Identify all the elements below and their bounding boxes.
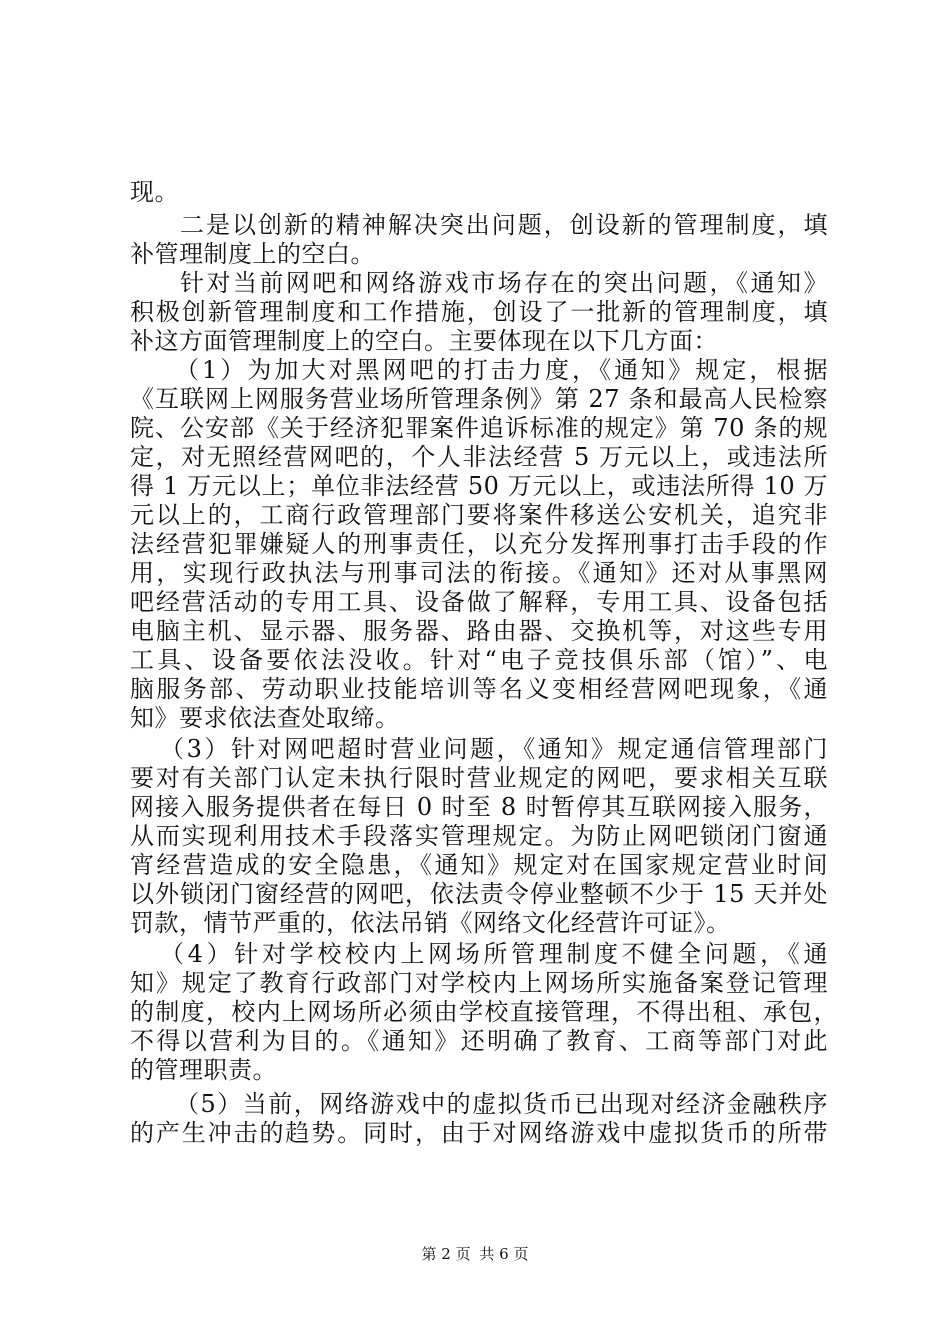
text-line: 以外锁闭门窗经营的网吧，依法责令停业整顿不少于 15 天并处 (130, 880, 828, 908)
text-line: 吧经营活动的专用工具、设备做了解释，专用工具、设备包括 (130, 588, 828, 616)
page-footer (0, 1245, 950, 1263)
text-line: 用，实现行政执法与刑事司法的衔接。《通知》还对从事黑网 (130, 559, 828, 587)
text-line: 定，对无照经营网吧的，个人非法经营 5 万元以上，或违法所 (130, 443, 828, 471)
page-number: 第 2 页 (421, 1245, 471, 1263)
text-line: （3）针对网吧超时营业问题，《通知》规定通信管理部门 (160, 735, 828, 763)
text-line: 宵经营造成的安全隐患，《通知》规定对在国家规定营业时间 (130, 851, 828, 879)
text-line: 的产生冲击的趋势。同时，由于对网络游戏中虚拟货币的所带 (130, 1119, 828, 1147)
page-total: 共 6 页 (479, 1245, 529, 1263)
text-line: 网接入服务提供者在每日 0 时至 8 时暂停其互联网接入服务， (130, 793, 828, 821)
text-line: 元以上的，工商行政管理部门要将案件移送公安机关，追究非 (130, 501, 828, 529)
text-line: 的制度，校内上网场所必须由学校直接管理，不得出租、承包， (130, 998, 838, 1026)
text-line: 知》要求依法查处取缔。 (130, 704, 400, 732)
text-line: 院、公安部《关于经济犯罪案件追诉标准的规定》第 70 条的规 (130, 414, 828, 442)
text-line: 针对当前网吧和网络游戏市场存在的突出问题，《通知》 (180, 269, 828, 297)
text-line: 法经营犯罪嫌疑人的刑事责任，以充分发挥刑事打击手段的作 (130, 530, 828, 558)
text-line: （5）当前，网络游戏中的虚拟货币已出现对经济金融秩序 (175, 1090, 828, 1118)
text-line: 知》规定了教育行政部门对学校内上网场所实施备案登记管理 (130, 969, 828, 997)
text-line: 罚款，情节严重的，依法吊销《网络文化经营许可证》。 (130, 909, 731, 937)
text-line: 电脑主机、显示器、服务器、路由器、交换机等，对这些专用 (130, 617, 828, 645)
text-line: 从而实现利用技术手段落实管理规定。为防止网吧锁闭门窗通 (130, 822, 828, 850)
text-line: （4）针对学校校内上网场所管理制度不健全问题，《通 (160, 940, 828, 968)
text-line: 工具、设备要依法没收。针对“电子竞技俱乐部（馆）”、电 (130, 646, 828, 674)
text-line: 二是以创新的精神解决突出问题，创设新的管理制度，填 (180, 211, 828, 239)
text-line: 补管理制度上的空白。 (130, 240, 375, 268)
text-line: 补这方面管理制度上的空白。主要体现在以下几方面： (130, 327, 718, 355)
text-line: 的管理职责。 (130, 1056, 277, 1084)
text-line: 不得以营利为目的。《通知》还明确了教育、工商等部门对此 (130, 1027, 828, 1055)
text-line: 要对有关部门认定未执行限时营业规定的网吧，要求相关互联 (130, 764, 828, 792)
text-line: 《互联网上网服务营业场所管理条例》第 27 条和最高人民检察 (130, 385, 828, 413)
text-line: 现。 (130, 178, 179, 206)
text-line: 得 1 万元以上；单位非法经营 50 万元以上，或违法所得 10 万 (130, 472, 828, 500)
text-line: （1）为加大对黑网吧的打击力度，《通知》规定，根据 (175, 356, 828, 384)
text-line: 积极创新管理制度和工作措施，创设了一批新的管理制度，填 (130, 298, 828, 326)
text-line: 脑服务部、劳动职业技能培训等名义变相经营网吧现象，《通 (130, 675, 828, 703)
